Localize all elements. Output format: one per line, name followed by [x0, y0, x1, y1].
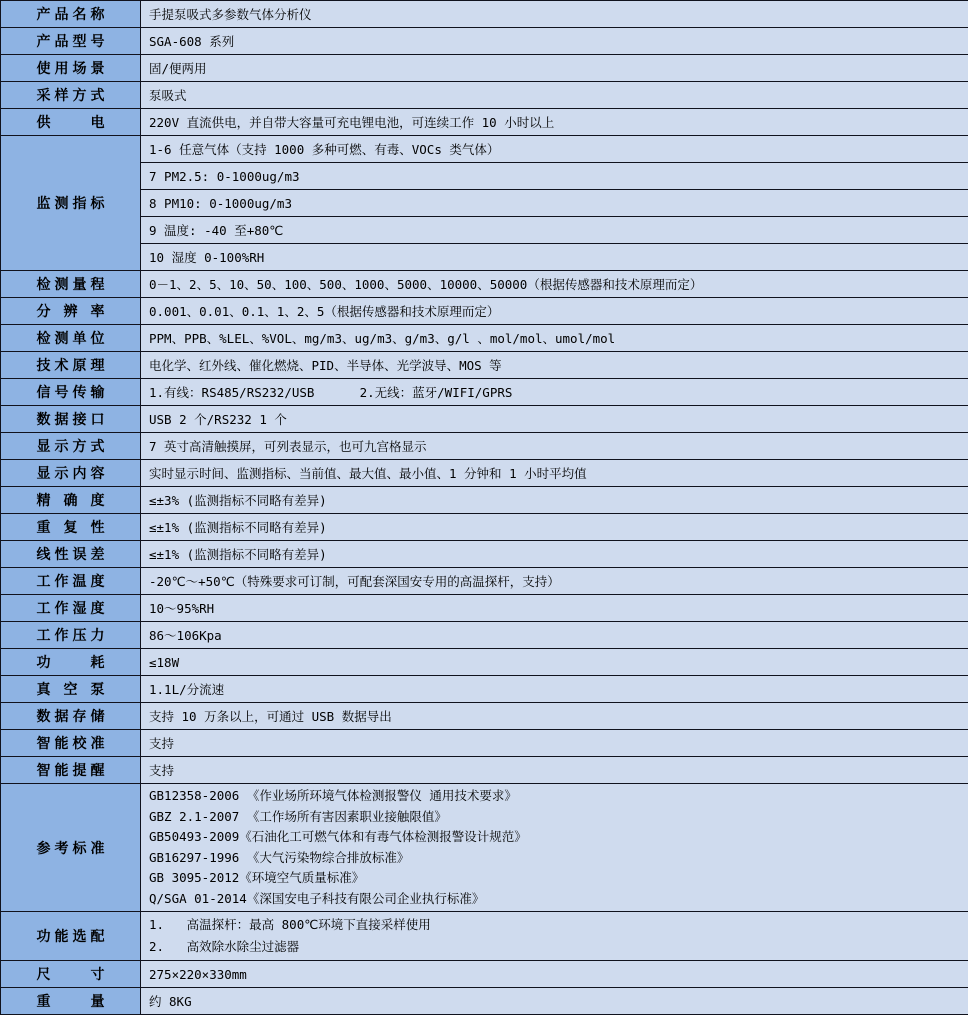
spec-label-cell — [1, 487, 141, 514]
spec-label-text: 智能提醒 — [37, 760, 105, 780]
spec-value-line: Q/SGA 01-2014《深国安电子科技有限公司企业执行标准》 — [149, 889, 960, 910]
spec-value-cell: ≤±3% (监测指标不同略有差异) — [141, 487, 968, 514]
spec-value-cell — [141, 912, 968, 961]
spec-value-cell: ≤±1% (监测指标不同略有差异) — [141, 514, 968, 541]
spec-value-cell: 固/便两用 — [141, 55, 968, 82]
spec-label-cell — [1, 298, 141, 325]
spec-label-cell — [1, 595, 141, 622]
spec-value-cell: 0－1、2、5、10、50、100、500、1000、5000、10000、50000（根据传感器和技术原理而定） — [141, 271, 968, 298]
spec-label-cell — [1, 136, 141, 271]
spec-label-cell — [1, 55, 141, 82]
spec-label-cell — [1, 1, 141, 28]
spec-value-line: GB12358-2006 《作业场所环境气体检测报警仪 通用技术要求》 — [149, 786, 960, 807]
spec-value-cell: 1-6 任意气体（支持 1000 多种可燃、有毒、VOCs 类气体） — [141, 136, 968, 163]
spec-label-text: 重复性 — [37, 517, 105, 537]
spec-value-cell: ≤±1% (监测指标不同略有差异) — [141, 541, 968, 568]
spec-row — [1, 784, 968, 912]
spec-row — [1, 55, 968, 82]
spec-row — [1, 622, 968, 649]
spec-row — [1, 271, 968, 298]
spec-row — [1, 1, 968, 28]
spec-label-cell — [1, 676, 141, 703]
spec-value-line: GBZ 2.1-2007 《工作场所有害因素职业接触限值》 — [149, 807, 960, 828]
spec-label-text: 产品型号 — [37, 31, 105, 51]
spec-row — [1, 649, 968, 676]
spec-label-text: 功能选配 — [37, 926, 105, 946]
spec-label-cell — [1, 325, 141, 352]
spec-value-cell: 1.有线：RS485/RS232/USB 2.无线：蓝牙/WIFI/GPRS — [141, 379, 968, 406]
spec-label-text: 信号传输 — [37, 382, 105, 402]
spec-label-text: 参考标准 — [37, 838, 105, 858]
spec-label-text: 工作温度 — [37, 571, 105, 591]
spec-label-cell — [1, 649, 141, 676]
spec-label-text: 重量 — [37, 991, 105, 1011]
spec-row — [1, 298, 968, 325]
spec-label-cell — [1, 988, 141, 1015]
spec-value-cell: 10 湿度 0-100%RH — [141, 244, 968, 271]
spec-value-cell: 支持 — [141, 730, 968, 757]
spec-label-text: 采样方式 — [37, 85, 105, 105]
spec-row — [1, 487, 968, 514]
spec-row — [1, 912, 968, 961]
spec-label-cell — [1, 622, 141, 649]
spec-label-cell — [1, 406, 141, 433]
spec-label-cell — [1, 757, 141, 784]
spec-label-text: 技术原理 — [37, 355, 105, 375]
spec-value-cell: 电化学、红外线、催化燃烧、PID、半导体、光学波导、MOS 等 — [141, 352, 968, 379]
spec-row — [1, 988, 968, 1015]
spec-value-cell: 7 英寸高清触摸屏，可列表显示，也可九宫格显示 — [141, 433, 968, 460]
spec-label-text: 线性误差 — [37, 544, 105, 564]
spec-row — [1, 325, 968, 352]
spec-row — [1, 136, 968, 163]
spec-label-text: 检测单位 — [37, 328, 105, 348]
spec-label-text: 功耗 — [37, 652, 105, 672]
spec-label-cell — [1, 109, 141, 136]
spec-row — [1, 406, 968, 433]
spec-row — [1, 514, 968, 541]
spec-label-text: 检测量程 — [37, 274, 105, 294]
spec-label-cell — [1, 379, 141, 406]
spec-label-text: 监测指标 — [37, 193, 105, 213]
spec-label-text: 产品名称 — [37, 4, 105, 24]
spec-value-cell: 10～95%RH — [141, 595, 968, 622]
spec-value-cell: 220V 直流供电，并自带大容量可充电锂电池，可连续工作 10 小时以上 — [141, 109, 968, 136]
spec-row — [1, 352, 968, 379]
spec-row — [1, 595, 968, 622]
spec-row — [1, 961, 968, 988]
spec-label-text: 数据接口 — [37, 409, 105, 429]
spec-value-cell: -20℃～+50℃（特殊要求可订制，可配套深国安专用的高温探杆，支持） — [141, 568, 968, 595]
spec-label-text: 精确度 — [37, 490, 105, 510]
spec-label-text: 智能校准 — [37, 733, 105, 753]
spec-label-text: 显示方式 — [37, 436, 105, 456]
spec-label-cell — [1, 460, 141, 487]
spec-row — [1, 703, 968, 730]
spec-row — [1, 757, 968, 784]
spec-row — [1, 217, 968, 244]
spec-row — [1, 460, 968, 487]
spec-value-line: 1. 高温探杆：最高 800℃环境下直接采样使用 — [149, 914, 960, 936]
spec-value-cell: 1.1L/分流速 — [141, 676, 968, 703]
spec-value-cell: 约 8KG — [141, 988, 968, 1015]
spec-label-cell — [1, 28, 141, 55]
spec-label-cell — [1, 541, 141, 568]
spec-label-text: 数据存储 — [37, 706, 105, 726]
spec-value-cell: 275×220×330mm — [141, 961, 968, 988]
spec-value-cell — [141, 784, 968, 912]
spec-label-cell — [1, 82, 141, 109]
spec-row — [1, 676, 968, 703]
spec-value-line: GB50493-2009《石油化工可燃气体和有毒气体检测报警设计规范》 — [149, 827, 960, 848]
spec-row — [1, 82, 968, 109]
spec-value-cell: 8 PM10: 0-1000ug/m3 — [141, 190, 968, 217]
spec-label-cell — [1, 514, 141, 541]
spec-row — [1, 433, 968, 460]
spec-label-text: 工作湿度 — [37, 598, 105, 618]
spec-label-cell — [1, 730, 141, 757]
spec-value-cell: 9 温度: -40 至+80℃ — [141, 217, 968, 244]
spec-value-line: 2. 高效除水除尘过滤器 — [149, 936, 960, 958]
spec-value-cell: SGA-608 系列 — [141, 28, 968, 55]
spec-row — [1, 244, 968, 271]
spec-value-cell: 支持 — [141, 757, 968, 784]
spec-label-text: 供电 — [37, 112, 105, 132]
spec-row — [1, 568, 968, 595]
spec-value-cell: PPM、PPB、%LEL、%VOL、mg/m3、ug/m3、g/m3、g/l 、mol/mol、umol/mol — [141, 325, 968, 352]
spec-label-text: 使用场景 — [37, 58, 105, 78]
spec-value-cell: 泵吸式 — [141, 82, 968, 109]
spec-label-cell — [1, 433, 141, 460]
spec-label-cell — [1, 784, 141, 912]
spec-table-body — [1, 1, 968, 1015]
spec-label-text: 尺寸 — [37, 964, 105, 984]
spec-label-cell — [1, 703, 141, 730]
spec-value-cell: 支持 10 万条以上，可通过 USB 数据导出 — [141, 703, 968, 730]
spec-label-cell — [1, 352, 141, 379]
spec-label-cell — [1, 961, 141, 988]
spec-label-text: 分辨率 — [37, 301, 105, 321]
spec-label-text: 显示内容 — [37, 463, 105, 483]
spec-value-cell: 86～106Kpa — [141, 622, 968, 649]
spec-row — [1, 163, 968, 190]
spec-value-cell: 0.001、0.01、0.1、1、2、5（根据传感器和技术原理而定） — [141, 298, 968, 325]
spec-label-cell — [1, 271, 141, 298]
spec-value-line: GB 3095-2012《环境空气质量标准》 — [149, 868, 960, 889]
spec-value-cell: ≤18W — [141, 649, 968, 676]
spec-label-cell — [1, 912, 141, 961]
spec-value-cell: USB 2 个/RS232 1 个 — [141, 406, 968, 433]
spec-row — [1, 109, 968, 136]
spec-value-cell: 7 PM2.5: 0-1000ug/m3 — [141, 163, 968, 190]
spec-row — [1, 190, 968, 217]
spec-label-text: 真空泵 — [37, 679, 105, 699]
spec-value-cell: 手提泵吸式多参数气体分析仪 — [141, 1, 968, 28]
spec-row — [1, 541, 968, 568]
spec-value-line: GB16297-1996 《大气污染物综合排放标准》 — [149, 848, 960, 869]
spec-label-cell — [1, 568, 141, 595]
spec-row — [1, 28, 968, 55]
spec-value-cell: 实时显示时间、监测指标、当前值、最大值、最小值、1 分钟和 1 小时平均值 — [141, 460, 968, 487]
spec-row — [1, 379, 968, 406]
spec-label-text: 工作压力 — [37, 625, 105, 645]
spec-row — [1, 730, 968, 757]
